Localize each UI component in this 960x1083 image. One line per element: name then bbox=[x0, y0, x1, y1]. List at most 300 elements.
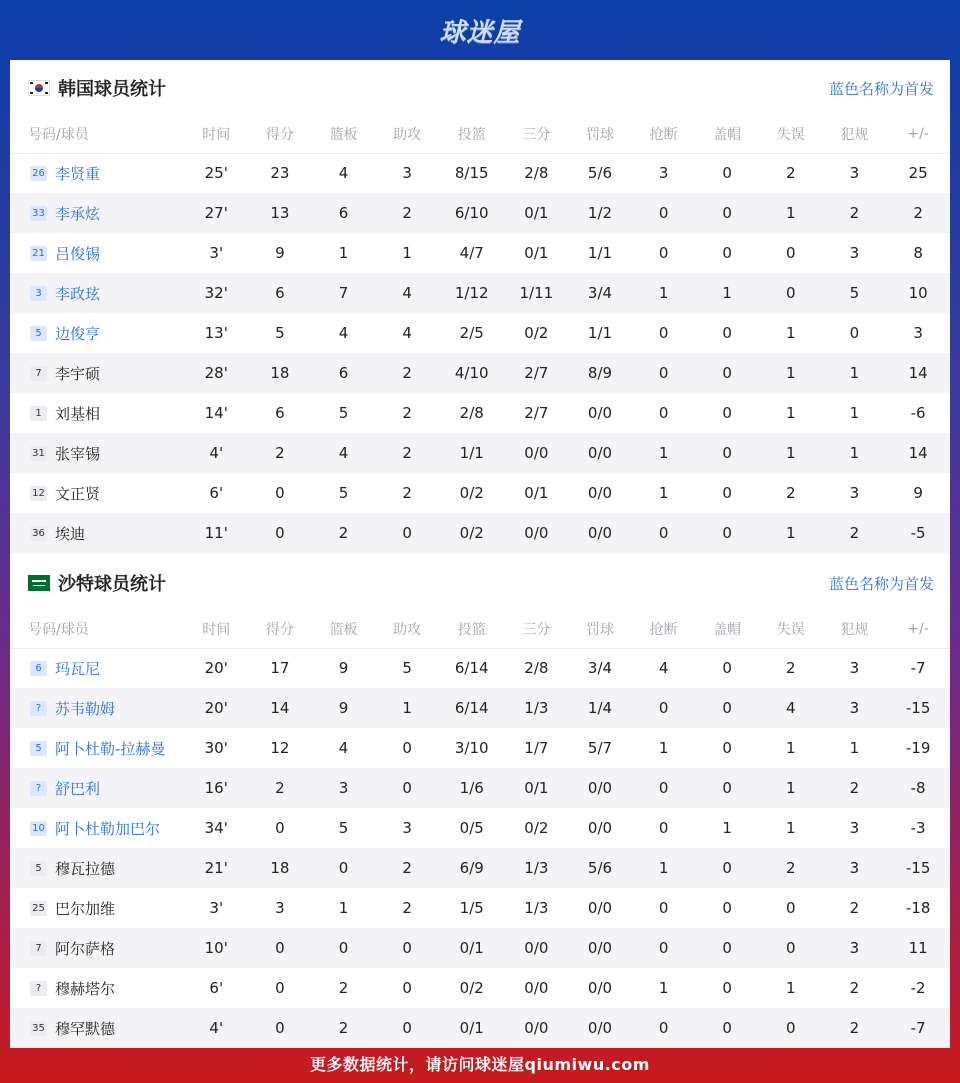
column-header[interactable]: 抢断 bbox=[632, 611, 696, 648]
stat-cell: 2 bbox=[375, 353, 439, 393]
player-row[interactable] bbox=[10, 688, 950, 728]
stat-cell: -7 bbox=[910, 659, 926, 678]
section-header bbox=[10, 60, 950, 116]
stat-cell: 3/4 bbox=[568, 273, 632, 313]
jersey-number: 31 bbox=[30, 446, 47, 461]
stat-cell: 6/9 bbox=[439, 848, 505, 888]
stat-cell: 0/1 bbox=[524, 484, 549, 502]
stat-cell: 0 bbox=[402, 739, 412, 757]
player-cell bbox=[10, 728, 184, 768]
stat-cell: 7 bbox=[312, 273, 376, 313]
stat-cell: 0/2 bbox=[524, 819, 549, 837]
player-row[interactable] bbox=[10, 808, 950, 848]
stat-cell: 10 bbox=[886, 273, 950, 313]
player-name: 巴尔加维 bbox=[55, 899, 116, 918]
stat-cell: 2 bbox=[375, 848, 439, 888]
player-name[interactable]: 李贤重 bbox=[55, 164, 101, 183]
stat-cell: 4 bbox=[338, 164, 349, 183]
stat-cell: 2 bbox=[402, 484, 412, 502]
stat-cell: 1/7 bbox=[524, 739, 549, 757]
header-bar bbox=[0, 0, 960, 60]
stat-cell: -6 bbox=[910, 404, 926, 422]
stat-cell: 3/4 bbox=[587, 659, 613, 678]
stat-cell: 1 bbox=[786, 404, 796, 422]
player-row[interactable] bbox=[10, 433, 950, 473]
stat-cell: -8 bbox=[886, 768, 950, 808]
stat-cell: 4 bbox=[759, 688, 823, 728]
stat-cell: 0 bbox=[786, 244, 796, 262]
stat-cell: 0 bbox=[722, 659, 732, 678]
jersey-number: ? bbox=[30, 701, 47, 716]
player-row[interactable] bbox=[10, 273, 950, 313]
stat-cell: 0 bbox=[375, 928, 439, 968]
stat-cell: 0/0 bbox=[587, 484, 613, 502]
site-logo[interactable]: 球迷屋 bbox=[439, 17, 521, 48]
stat-cell: 0/0 bbox=[568, 433, 632, 473]
team-title-text: 韩国球员统计 bbox=[58, 79, 166, 100]
jersey-number: ? bbox=[30, 981, 47, 996]
team-section-2 bbox=[10, 555, 950, 1048]
stat-cell: 4 bbox=[338, 739, 349, 757]
player-row[interactable] bbox=[10, 768, 950, 808]
stat-cell: 0/2 bbox=[459, 979, 484, 997]
stat-cell: 0 bbox=[722, 244, 732, 262]
table-header-row bbox=[10, 116, 950, 153]
stat-cell: 1 bbox=[849, 404, 860, 422]
stat-cell: 0/0 bbox=[568, 768, 632, 808]
stat-cell: 0/0 bbox=[587, 899, 613, 917]
stat-cell: 13' bbox=[204, 324, 228, 342]
stat-cell: -7 bbox=[886, 1008, 950, 1048]
player-row[interactable] bbox=[10, 848, 950, 888]
stat-cell: 11 bbox=[886, 928, 950, 968]
player-cell bbox=[10, 648, 184, 688]
player-row[interactable] bbox=[10, 888, 950, 928]
stats-table bbox=[10, 116, 950, 553]
stat-cell: 6 bbox=[312, 353, 376, 393]
stat-cell: 0/0 bbox=[568, 1008, 632, 1048]
stat-cell: 4/10 bbox=[439, 353, 505, 393]
stat-cell: 1 bbox=[402, 244, 412, 262]
stat-cell: 0 bbox=[632, 513, 696, 553]
stat-cell: 1 bbox=[695, 273, 759, 313]
stat-cell: 0 bbox=[849, 324, 860, 342]
stat-cell: 3 bbox=[913, 324, 923, 342]
stat-cell: 0 bbox=[695, 768, 759, 808]
column-header[interactable]: 篮板 bbox=[312, 611, 376, 648]
stat-cell: 13 bbox=[248, 193, 312, 233]
player-name[interactable]: 舒巴利 bbox=[55, 779, 101, 798]
stat-cell: -18 bbox=[905, 899, 931, 917]
stat-cell: 0 bbox=[786, 899, 796, 917]
stat-cell: 0/1 bbox=[439, 1008, 505, 1048]
stat-cell: 0 bbox=[695, 193, 759, 233]
stat-cell: 0/0 bbox=[505, 433, 569, 473]
stat-cell: 3 bbox=[823, 928, 887, 968]
stat-cell: 5 bbox=[823, 273, 887, 313]
player-name: 刘基相 bbox=[55, 404, 101, 423]
column-header[interactable]: 罚球 bbox=[568, 611, 632, 648]
stat-cell: 3 bbox=[658, 164, 669, 183]
column-header[interactable]: 犯规 bbox=[823, 116, 887, 153]
team-title-text: 沙特球员统计 bbox=[58, 574, 166, 595]
column-header[interactable]: 失误 bbox=[759, 611, 823, 648]
stat-cell: 0 bbox=[275, 979, 285, 997]
stat-cell: 0 bbox=[312, 848, 376, 888]
stat-cell: 0 bbox=[722, 739, 732, 757]
stat-cell: 1 bbox=[658, 979, 669, 997]
column-header[interactable]: 助攻 bbox=[375, 611, 439, 648]
column-header[interactable]: 时间 bbox=[184, 116, 248, 153]
stat-cell: 4 bbox=[312, 433, 376, 473]
footer-banner[interactable] bbox=[0, 1043, 960, 1083]
column-header[interactable]: 篮板 bbox=[312, 116, 376, 153]
jersey-number: 5 bbox=[30, 326, 47, 341]
stat-cell: 0 bbox=[658, 404, 669, 422]
player-name: 张宰锡 bbox=[55, 444, 101, 463]
stat-cell: 0 bbox=[658, 819, 669, 837]
stat-cell: 0/1 bbox=[505, 193, 569, 233]
stat-cell: 0 bbox=[722, 404, 732, 422]
stat-cell: 1 bbox=[786, 739, 796, 757]
stat-cell: 2 bbox=[786, 164, 796, 183]
player-cell bbox=[10, 233, 184, 273]
jersey-number: 12 bbox=[30, 486, 47, 501]
stat-cell: 3' bbox=[209, 244, 224, 262]
stat-cell: 1 bbox=[849, 739, 860, 757]
stat-cell: 32' bbox=[184, 273, 248, 313]
player-row[interactable] bbox=[10, 473, 950, 513]
stat-cell: 34' bbox=[204, 819, 228, 837]
player-row[interactable] bbox=[10, 233, 950, 273]
stat-cell: 2 bbox=[759, 848, 823, 888]
stat-cell: 5/7 bbox=[587, 739, 613, 757]
stat-cell: 3' bbox=[209, 899, 224, 917]
player-row[interactable] bbox=[10, 353, 950, 393]
stat-cell: 6' bbox=[209, 979, 224, 997]
stat-cell: 1 bbox=[759, 353, 823, 393]
column-header[interactable]: +/- bbox=[886, 611, 950, 648]
stat-cell: 1 bbox=[632, 433, 696, 473]
column-header[interactable]: 三分 bbox=[505, 116, 569, 153]
player-row[interactable] bbox=[10, 928, 950, 968]
stat-cell: 16' bbox=[184, 768, 248, 808]
player-name[interactable]: 阿卜杜勒-拉赫曼 bbox=[55, 739, 166, 758]
column-header[interactable]: 盖帽 bbox=[695, 116, 759, 153]
column-header[interactable]: +/- bbox=[886, 116, 950, 153]
stat-cell: 2 bbox=[402, 899, 412, 917]
stat-cell: 6 bbox=[312, 193, 376, 233]
stat-cell: 1 bbox=[658, 484, 669, 502]
player-name[interactable]: 李政玹 bbox=[55, 284, 101, 303]
player-cell bbox=[10, 473, 184, 513]
stat-cell: 2 bbox=[786, 659, 796, 678]
stat-cell: 0 bbox=[632, 1008, 696, 1048]
stat-cell: 0/0 bbox=[568, 513, 632, 553]
stat-cell: 3 bbox=[849, 659, 860, 678]
jersey-number: 6 bbox=[30, 661, 47, 676]
stat-cell: -2 bbox=[910, 979, 926, 997]
stat-cell: 2 bbox=[312, 513, 376, 553]
stat-cell: 11' bbox=[184, 513, 248, 553]
column-header[interactable]: 号码/球员 bbox=[10, 611, 184, 648]
stat-cell: 2/8 bbox=[524, 659, 549, 678]
stat-cell: 3 bbox=[823, 688, 887, 728]
starter-legend: 蓝色名称为首发 bbox=[828, 574, 934, 593]
jersey-number: 35 bbox=[30, 1021, 47, 1036]
stat-cell: 14 bbox=[248, 688, 312, 728]
stat-cell: 1/1 bbox=[587, 244, 613, 262]
stat-cell: 6 bbox=[275, 404, 285, 422]
stat-cell: 1/5 bbox=[459, 899, 484, 917]
column-header[interactable]: 罚球 bbox=[568, 116, 632, 153]
stat-cell: 1/1 bbox=[439, 433, 505, 473]
player-cell bbox=[10, 393, 184, 433]
player-cell bbox=[10, 688, 184, 728]
stat-cell: 1 bbox=[632, 848, 696, 888]
stat-cell: 0/2 bbox=[524, 324, 549, 342]
stat-cell: 1/3 bbox=[505, 688, 569, 728]
stat-cell: 0 bbox=[632, 928, 696, 968]
stat-cell: 1/4 bbox=[568, 688, 632, 728]
stat-cell: 2 bbox=[849, 899, 860, 917]
jersey-number: 1 bbox=[30, 406, 47, 421]
column-header[interactable]: 三分 bbox=[505, 611, 569, 648]
stat-cell: 2 bbox=[786, 484, 796, 502]
jersey-number: 26 bbox=[30, 166, 47, 181]
stat-cell: -5 bbox=[886, 513, 950, 553]
player-row[interactable] bbox=[10, 313, 950, 353]
column-header[interactable]: 投篮 bbox=[439, 611, 505, 648]
stat-cell: 4 bbox=[375, 273, 439, 313]
starter-legend: 蓝色名称为首发 bbox=[828, 79, 934, 98]
stat-cell: 0 bbox=[375, 1008, 439, 1048]
stat-cell: 0/0 bbox=[587, 979, 613, 997]
team-title bbox=[28, 570, 166, 596]
stat-cell: 0/1 bbox=[524, 244, 549, 262]
stat-cell: 1 bbox=[786, 324, 796, 342]
team-section-1 bbox=[10, 60, 950, 553]
jersey-number: 10 bbox=[30, 821, 47, 836]
stat-cell: 8/15 bbox=[454, 164, 489, 183]
player-name[interactable]: 吕俊锡 bbox=[55, 244, 101, 263]
stat-cell: 2 bbox=[248, 433, 312, 473]
stat-cell: -19 bbox=[905, 739, 931, 757]
player-cell bbox=[10, 888, 184, 928]
player-row[interactable] bbox=[10, 648, 950, 688]
column-header[interactable]: 得分 bbox=[248, 116, 312, 153]
player-name[interactable]: 边俊亨 bbox=[55, 324, 101, 343]
stat-cell: 0/1 bbox=[439, 928, 505, 968]
player-cell bbox=[10, 273, 184, 313]
stat-cell: 2 bbox=[823, 513, 887, 553]
stat-cell: 3 bbox=[402, 819, 412, 837]
player-name[interactable]: 玛瓦尼 bbox=[55, 659, 101, 678]
stat-cell: 2 bbox=[375, 433, 439, 473]
jersey-number: 3 bbox=[30, 286, 47, 301]
stat-cell: 0/0 bbox=[587, 819, 613, 837]
player-row[interactable] bbox=[10, 1008, 950, 1048]
stat-cell: 23 bbox=[270, 164, 290, 183]
stat-cell: 9 bbox=[913, 484, 923, 502]
stat-cell: 0 bbox=[275, 819, 285, 837]
stat-cell: 0/2 bbox=[459, 484, 484, 502]
player-row[interactable] bbox=[10, 153, 950, 193]
stat-cell: 2 bbox=[823, 768, 887, 808]
column-header[interactable]: 助攻 bbox=[375, 116, 439, 153]
player-name: 文正贤 bbox=[55, 484, 101, 503]
stat-cell: 30' bbox=[204, 739, 228, 757]
stats-panel bbox=[10, 60, 950, 1043]
stat-cell: 5 bbox=[338, 404, 349, 422]
footer-text: 更多数据统计，请访问球迷屋qiumiwu.com bbox=[310, 1054, 650, 1074]
stat-cell: 3 bbox=[312, 768, 376, 808]
stat-cell: 1/3 bbox=[505, 848, 569, 888]
column-header[interactable]: 抢断 bbox=[632, 116, 696, 153]
stat-cell: 2/8 bbox=[524, 164, 549, 183]
stat-cell: 4' bbox=[184, 1008, 248, 1048]
stat-cell: 2 bbox=[402, 404, 412, 422]
stat-cell: 1 bbox=[658, 739, 669, 757]
stat-cell: 0/0 bbox=[524, 979, 549, 997]
player-cell bbox=[10, 353, 184, 393]
stat-cell: 17 bbox=[270, 659, 290, 678]
player-cell bbox=[10, 433, 184, 473]
stat-cell: 1/6 bbox=[439, 768, 505, 808]
stat-cell: 5 bbox=[402, 659, 412, 678]
stat-cell: 28' bbox=[184, 353, 248, 393]
player-name[interactable]: 苏韦勒姆 bbox=[55, 699, 116, 718]
stat-cell: 0/1 bbox=[505, 768, 569, 808]
stat-cell: 1/12 bbox=[439, 273, 505, 313]
stat-cell: 0 bbox=[248, 928, 312, 968]
player-cell bbox=[10, 513, 184, 553]
stat-cell: 9 bbox=[338, 659, 349, 678]
stat-cell: 25' bbox=[204, 164, 228, 183]
stat-cell: 21' bbox=[184, 848, 248, 888]
stat-cell: 2 bbox=[849, 979, 860, 997]
stat-cell: 5 bbox=[338, 484, 349, 502]
column-header[interactable]: 得分 bbox=[248, 611, 312, 648]
stat-cell: 2 bbox=[248, 768, 312, 808]
column-header[interactable]: 时间 bbox=[184, 611, 248, 648]
stat-cell: 2/8 bbox=[459, 404, 484, 422]
jersey-number: 7 bbox=[30, 941, 47, 956]
column-header[interactable]: 投篮 bbox=[439, 116, 505, 153]
stat-cell: 3/10 bbox=[454, 739, 489, 757]
stat-cell: 20' bbox=[204, 659, 228, 678]
player-cell bbox=[10, 848, 184, 888]
stat-cell: 4 bbox=[658, 659, 669, 678]
stat-cell: 9 bbox=[312, 688, 376, 728]
player-name[interactable]: 李承炫 bbox=[55, 204, 101, 223]
stat-cell: 0 bbox=[759, 273, 823, 313]
stat-cell: 2 bbox=[312, 1008, 376, 1048]
stat-cell: 0 bbox=[375, 513, 439, 553]
stat-cell: 20' bbox=[184, 688, 248, 728]
stat-cell: 1 bbox=[759, 193, 823, 233]
player-row[interactable] bbox=[10, 728, 950, 768]
stat-cell: 0 bbox=[658, 324, 669, 342]
jersey-number: 5 bbox=[30, 861, 47, 876]
stat-cell: 0 bbox=[695, 353, 759, 393]
stat-cell: 1 bbox=[759, 433, 823, 473]
stat-cell: 0/0 bbox=[587, 404, 613, 422]
stat-cell: 5/6 bbox=[587, 164, 613, 183]
stat-cell: 1 bbox=[632, 273, 696, 313]
stat-cell: 1/3 bbox=[524, 899, 549, 917]
stat-cell: 0 bbox=[658, 244, 669, 262]
player-name: 李宇硕 bbox=[55, 364, 101, 383]
stat-cell: 14 bbox=[886, 433, 950, 473]
player-cell bbox=[10, 928, 184, 968]
player-name[interactable]: 阿卜杜勒加巴尔 bbox=[55, 819, 161, 838]
player-cell bbox=[10, 193, 184, 233]
stat-cell: 0 bbox=[722, 164, 732, 183]
jersey-number: ? bbox=[30, 781, 47, 796]
stat-cell: 0 bbox=[695, 848, 759, 888]
stat-cell: 0 bbox=[695, 1008, 759, 1048]
stat-cell: -3 bbox=[910, 819, 926, 837]
stat-cell: 5 bbox=[338, 819, 349, 837]
stat-cell: 6 bbox=[248, 273, 312, 313]
stat-cell: 4' bbox=[184, 433, 248, 473]
player-row[interactable] bbox=[10, 513, 950, 553]
column-header[interactable]: 盖帽 bbox=[695, 611, 759, 648]
stat-cell: 0 bbox=[375, 768, 439, 808]
stat-cell: 0/5 bbox=[459, 819, 484, 837]
stat-cell: 0 bbox=[722, 979, 732, 997]
stat-cell: 3 bbox=[849, 164, 860, 183]
player-row[interactable] bbox=[10, 393, 950, 433]
stat-cell: 0 bbox=[632, 768, 696, 808]
korea-flag-icon bbox=[28, 80, 50, 96]
stat-cell: 1/1 bbox=[587, 324, 613, 342]
stat-cell: 5/6 bbox=[568, 848, 632, 888]
jersey-number: 7 bbox=[30, 366, 47, 381]
player-cell bbox=[10, 768, 184, 808]
team-title bbox=[28, 75, 166, 101]
column-header[interactable]: 犯规 bbox=[823, 611, 887, 648]
stat-cell: 3 bbox=[849, 244, 860, 262]
column-header[interactable]: 失误 bbox=[759, 116, 823, 153]
player-cell bbox=[10, 153, 184, 193]
stat-cell: 2/5 bbox=[459, 324, 484, 342]
stat-cell: 3 bbox=[849, 819, 860, 837]
table-header-row bbox=[10, 611, 950, 648]
stat-cell: 0/0 bbox=[505, 513, 569, 553]
jersey-number: 25 bbox=[30, 901, 47, 916]
player-name: 穆瓦拉德 bbox=[55, 859, 116, 878]
stat-cell: 0 bbox=[312, 928, 376, 968]
stat-cell: 2 bbox=[338, 979, 349, 997]
player-row[interactable] bbox=[10, 968, 950, 1008]
stat-cell: 1/2 bbox=[568, 193, 632, 233]
player-cell bbox=[10, 313, 184, 353]
stat-cell: 1/11 bbox=[505, 273, 569, 313]
column-header[interactable]: 号码/球员 bbox=[10, 116, 184, 153]
stat-cell: 18 bbox=[248, 848, 312, 888]
stat-cell: 0/0 bbox=[568, 928, 632, 968]
player-name: 阿尔萨格 bbox=[55, 939, 116, 958]
stat-cell: 8/9 bbox=[568, 353, 632, 393]
stat-cell: 2 bbox=[886, 193, 950, 233]
stat-cell: 2 bbox=[823, 1008, 887, 1048]
player-row[interactable] bbox=[10, 193, 950, 233]
stat-cell: 0 bbox=[632, 688, 696, 728]
stat-cell: 0 bbox=[695, 688, 759, 728]
stat-cell: 0 bbox=[695, 513, 759, 553]
